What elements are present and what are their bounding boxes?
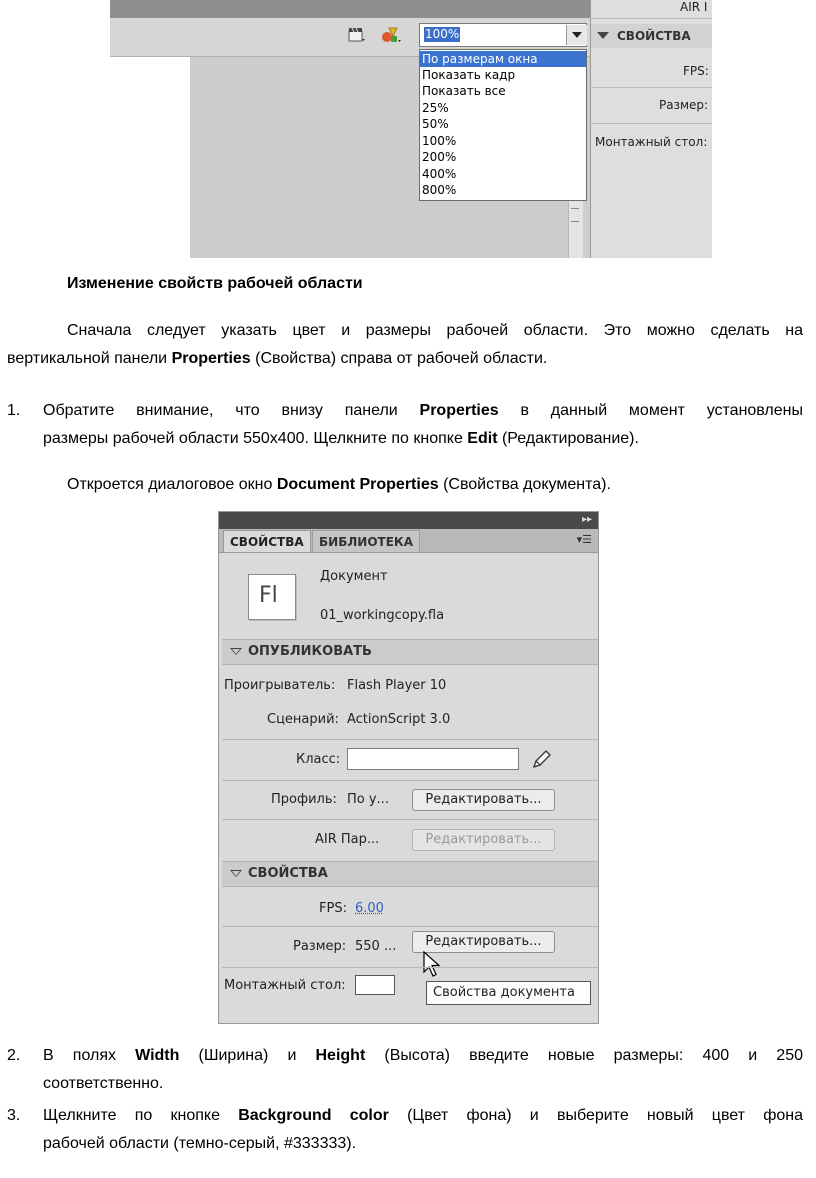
step-1-line-2: размеры рабочей области 550x400. Щелкните по кнопке Edit (Редактирование). bbox=[43, 430, 639, 447]
stage-color-label: Монтажный стол: bbox=[224, 978, 346, 993]
publish-section-header[interactable] bbox=[222, 639, 598, 665]
step-2-line-2: соответственно. bbox=[43, 1075, 164, 1092]
size-value: 550 ... bbox=[355, 939, 397, 954]
pasteboard-area bbox=[110, 57, 190, 258]
zoom-option[interactable]: Показать все bbox=[422, 84, 506, 98]
step-2-line-1: В полях Width (Ширина) и Height (Высота) введите новые размеры: 400 и 250 bbox=[43, 1047, 804, 1064]
player-value: Flash Player 10 bbox=[347, 678, 447, 693]
properties-section-header[interactable] bbox=[222, 861, 598, 887]
panel-titlebar[interactable] bbox=[219, 512, 598, 529]
intro-line-1: Сначала следует указать цвет и размеры рабочей области. Это можно сделать на bbox=[67, 322, 803, 339]
tab-library[interactable]: БИБЛИОТЕКА bbox=[312, 530, 420, 552]
panel-menu-icon[interactable]: ▾☰ bbox=[576, 533, 592, 546]
edit-symbols-icon[interactable] bbox=[380, 26, 402, 44]
size-label: Размер: bbox=[293, 939, 347, 954]
stage-color-swatch[interactable] bbox=[355, 975, 395, 995]
fps-value[interactable]: 6.00 bbox=[355, 901, 384, 916]
step-1-number: 1. bbox=[7, 402, 21, 419]
profile-label: Профиль: bbox=[271, 792, 337, 807]
fps-label: FPS: bbox=[683, 64, 709, 78]
collapse-triangle-icon bbox=[230, 648, 242, 655]
class-input[interactable] bbox=[347, 748, 519, 770]
properties-panel bbox=[218, 511, 599, 1024]
scrollbar-grip-icon bbox=[571, 208, 579, 222]
tab-properties[interactable]: СВОЙСТВА bbox=[223, 530, 311, 552]
section-heading: Изменение свойств рабочей области bbox=[67, 275, 363, 292]
zoom-option[interactable]: Показать кадр bbox=[422, 68, 516, 82]
fps-label: FPS: bbox=[319, 901, 347, 916]
document-filename: 01_workingcopy.fla bbox=[320, 608, 445, 623]
zoom-options-list bbox=[419, 49, 587, 201]
flash-document-icon: Fl bbox=[248, 574, 296, 620]
zoom-option[interactable]: 100% bbox=[422, 134, 457, 148]
zoom-option[interactable]: 400% bbox=[422, 167, 457, 181]
zoom-option[interactable]: 25% bbox=[422, 101, 449, 115]
collapse-triangle-icon bbox=[230, 870, 242, 877]
zoom-option[interactable]: По размерам окна bbox=[420, 51, 586, 67]
player-label: Проигрыватель: bbox=[224, 678, 336, 693]
document-type-label: Документ bbox=[320, 569, 388, 584]
zoom-option[interactable]: 800% bbox=[422, 183, 457, 197]
collapse-triangle-icon bbox=[597, 32, 609, 39]
properties-section-header[interactable] bbox=[591, 24, 712, 48]
edit-profile-button[interactable]: Редактировать... bbox=[412, 789, 555, 811]
size-label: Размер: bbox=[659, 98, 709, 112]
edit-scene-icon[interactable] bbox=[348, 27, 366, 43]
pencil-icon[interactable] bbox=[529, 748, 553, 772]
script-value: ActionScript 3.0 bbox=[347, 712, 451, 727]
chevron-down-icon[interactable] bbox=[566, 25, 587, 45]
zoom-option[interactable]: 50% bbox=[422, 117, 449, 131]
intro-line-2: вертикальной панели Properties (Свойства) справа от рабочей области. bbox=[7, 350, 548, 367]
step-3-number: 3. bbox=[7, 1107, 21, 1124]
document-properties-tooltip: Свойства документа bbox=[426, 981, 591, 1005]
stage-color-label: Монтажный стол: bbox=[595, 135, 708, 149]
profile-value: По у... bbox=[347, 792, 389, 807]
collapse-panel-icon[interactable]: ▸▸ bbox=[581, 514, 592, 525]
step-3-line-2: рабочей области (темно-серый, #333333). bbox=[43, 1135, 357, 1152]
section-title: СВОЙСТВА bbox=[248, 866, 328, 881]
zoom-dropdown-screenshot bbox=[110, 0, 712, 258]
step-1-line-1: Обратите внимание, что внизу панели Properties в данный момент установлены bbox=[43, 402, 803, 419]
edit-document-properties-button[interactable]: Редактировать... bbox=[412, 931, 555, 953]
zoom-combobox[interactable] bbox=[419, 23, 587, 47]
zoom-value: 100% bbox=[425, 27, 460, 41]
edit-air-settings-button[interactable]: Редактировать... bbox=[412, 829, 555, 851]
timeline-strip bbox=[110, 0, 590, 18]
air-settings-label: AIR Пар... bbox=[315, 832, 380, 847]
mouse-cursor-icon bbox=[422, 950, 442, 978]
panel-tabs bbox=[219, 529, 598, 553]
step-3-line-1: Щелкните по кнопке Background color (Цвет фона) и выберите новый цвет фона bbox=[43, 1107, 803, 1124]
air-settings-label: AIR I bbox=[680, 0, 708, 14]
class-label: Класс: bbox=[296, 752, 341, 767]
dialog-note: Откроется диалоговое окно Document Properties (Свойства документа). bbox=[67, 476, 611, 493]
section-title: ОПУБЛИКОВАТЬ bbox=[248, 644, 372, 659]
zoom-option[interactable]: 200% bbox=[422, 150, 457, 164]
step-2-number: 2. bbox=[7, 1047, 21, 1064]
section-title: СВОЙСТВА bbox=[617, 29, 691, 43]
script-label: Сценарий: bbox=[267, 712, 339, 727]
